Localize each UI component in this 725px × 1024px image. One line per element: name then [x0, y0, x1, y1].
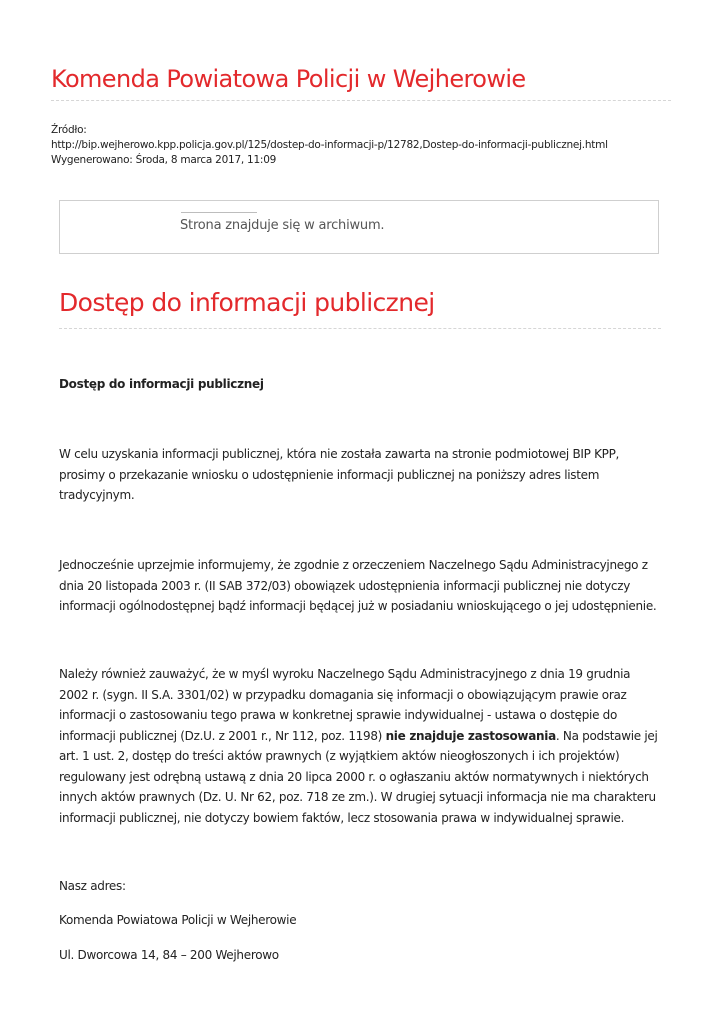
paragraph-line: W celu uzyskania informacji publicznej, która nie została zawarta na stronie podmiotowej BIP KPP,	[59, 447, 620, 461]
paragraph-line: dnia 20 listopada 2003 r. (II SAB 372/03) obowiązek udostępnienia informacji publicznej nie dotyczy	[59, 578, 631, 593]
archive-rule	[181, 212, 257, 213]
document-meta	[51, 123, 671, 168]
paragraph-line: Jednocześnie uprzejmie informujemy, że zgodnie z orzeczeniem Naczelnego Sądu Administracyjnego z	[59, 558, 648, 572]
article-title: Dostęp do informacji publicznej	[59, 288, 435, 317]
dashed-divider	[51, 100, 671, 101]
bold-emphasis: nie znajduje zastosowania	[385, 728, 556, 743]
address-name: Komenda Powiatowa Policji w Wejherowie	[59, 913, 297, 927]
paragraph-line: art. 1 ust. 2, dostęp do treści aktów prawnych (z wyjątkiem aktów nieogłoszonych i ich projektów)	[59, 749, 620, 763]
address-street: Ul. Dworcowa 14, 84 – 200 Wejherowo	[59, 948, 279, 962]
paragraph-1	[59, 444, 671, 506]
archive-notice-box	[59, 200, 659, 254]
paragraph-line: informacji ogólnodostępnej bądź informacji będącej już w posiadaniu wnioskującego o jej udostępnienie.	[59, 599, 657, 613]
article-subheading: Dostęp do informacji publicznej	[59, 377, 264, 391]
paragraph-line: innych aktów prawnych (Dz. U. Nr 62, poz. 718 ze zm.). W drugiej sytuacji informacja nie ma charakteru	[59, 790, 656, 804]
paragraph-line: informacji publicznej, nie dotyczy bowiem faktów, lecz stosowania prawa w indywidualnej sprawie.	[59, 810, 625, 825]
dashed-divider	[59, 328, 661, 329]
paragraph-line: 2002 r. (sygn. II S.A. 3301/02) w przypadku domagania się informacji o obowiązującym prawie oraz	[59, 687, 627, 702]
source-label: Źródło:	[51, 124, 87, 136]
archive-notice: Strona znajduje się w archiwum.	[180, 218, 385, 233]
text-segment: informacji publicznej (Dz.U. z 2001 r., Nr 112, poz. 1198)	[59, 728, 386, 743]
generated-date: Wygenerowano: Środa, 8 marca 2017, 11:09	[51, 154, 277, 166]
source-url[interactable]: http://bip.wejherowo.kpp.policja.gov.pl/125/dostep-do-informacji-p/12782,Dostep-do-informacji-publicznej.html	[51, 139, 608, 151]
paragraph-3	[59, 664, 671, 828]
paragraph-line: tradycyjnym.	[59, 488, 135, 502]
address-label: Nasz adres:	[59, 879, 126, 893]
site-title: Komenda Powiatowa Policji w Wejherowie	[51, 65, 526, 93]
paragraph-line: Należy również zauważyć, że w myśl wyroku Naczelnego Sądu Administracyjnego z dnia 19 grudnia	[59, 667, 631, 681]
paragraph-line	[59, 726, 671, 747]
text-segment: . Na podstawie jej	[555, 728, 658, 743]
paragraph-2	[59, 555, 671, 617]
paragraph-line: informacji o zastosowaniu tego prawa w konkretnej sprawie indywidualnej - ustawa o dostępie do	[59, 708, 618, 722]
paragraph-line: regulowany jest odrębną ustawą z dnia 20 lipca 2000 r. o ogłaszaniu aktów normatywnych i niektórych	[59, 769, 649, 784]
paragraph-line: prosimy o przekazanie wniosku o udostępnienie informacji publicznej na poniższy adres listem	[59, 467, 600, 482]
